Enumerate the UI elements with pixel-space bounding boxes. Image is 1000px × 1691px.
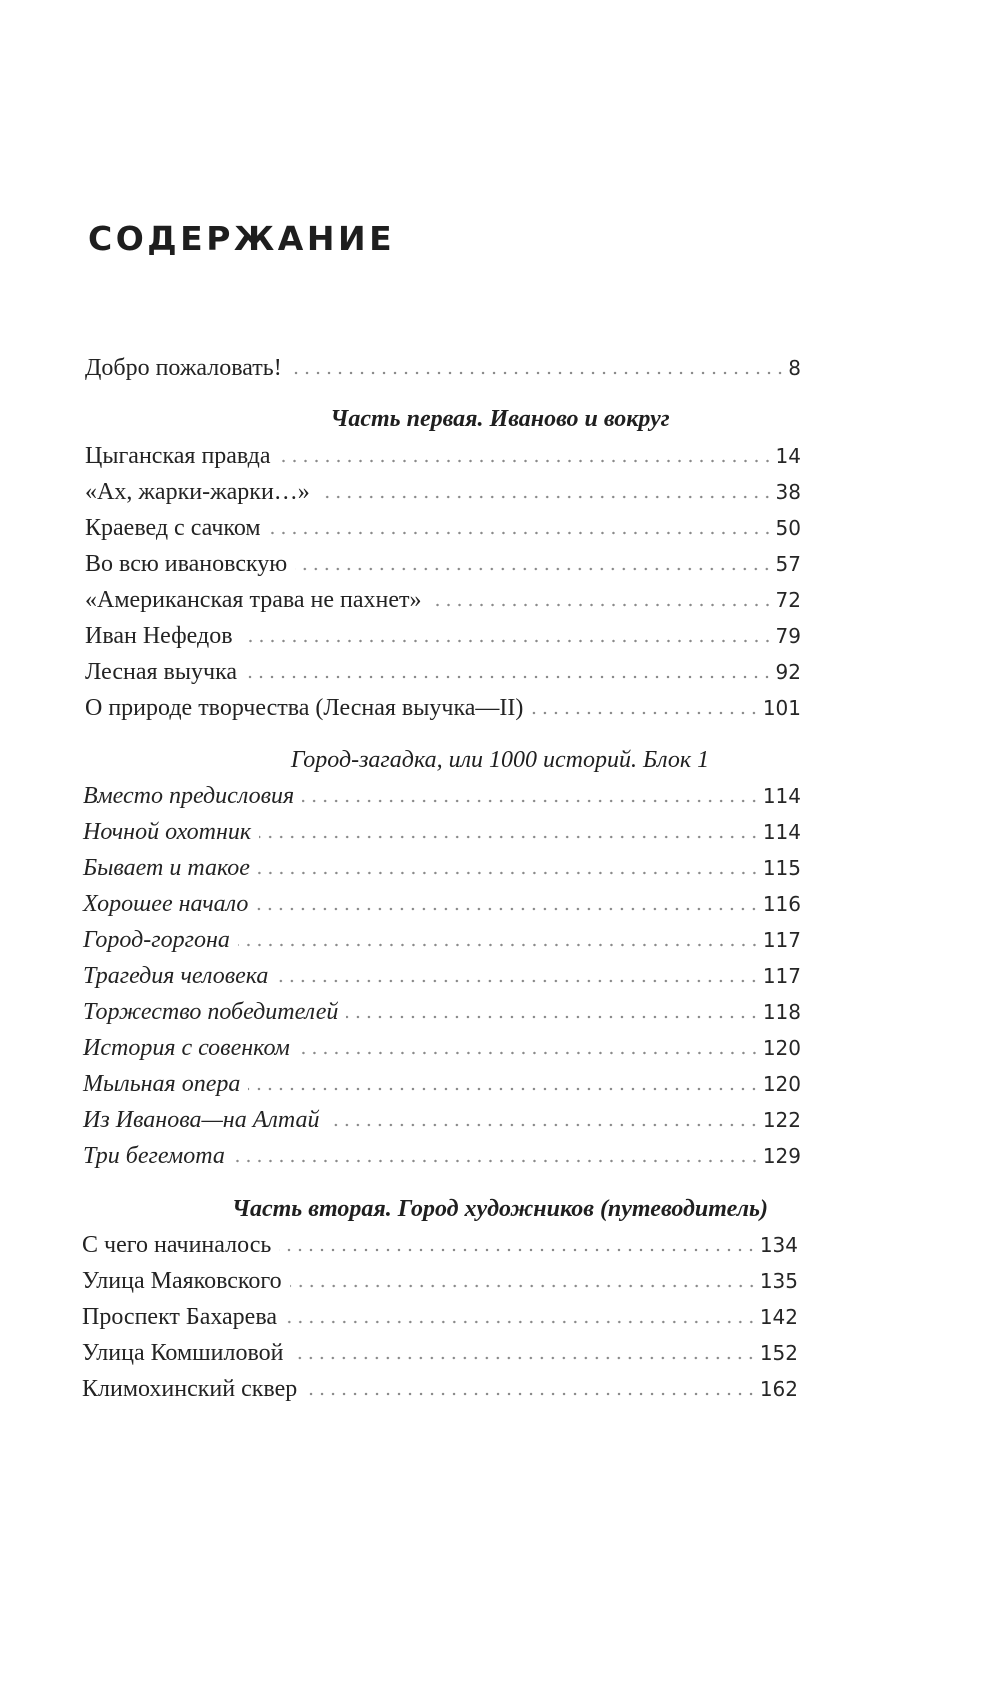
- toc-entry[interactable]: [82, 1229, 798, 1261]
- entry-title: Климохинский сквер: [82, 1376, 298, 1402]
- toc-entry-intro[interactable]: [85, 352, 801, 384]
- entry-title: Краевед с сачком: [85, 515, 261, 541]
- toc-entry[interactable]: [83, 1104, 801, 1136]
- entry-title: Трагедия человека: [83, 963, 269, 989]
- leader-dots: [531, 708, 759, 718]
- entry-title: Проспект Бахарева: [82, 1304, 277, 1330]
- leader-dots: [285, 1317, 757, 1327]
- leader-dots: [279, 1245, 757, 1255]
- leader-dots: [290, 1281, 757, 1291]
- entry-title: О природе творчества (Лесная выучка—II): [85, 695, 524, 721]
- page-number: 134: [759, 1233, 798, 1257]
- toc-entry[interactable]: [83, 1068, 801, 1100]
- entry-title: Добро пожаловать!: [85, 355, 282, 381]
- page-number: 117: [762, 928, 801, 952]
- leader-dots: [241, 636, 773, 646]
- leader-dots: [248, 1084, 759, 1094]
- page-number: 79: [775, 624, 801, 648]
- toc-entry[interactable]: [85, 548, 801, 580]
- page-number: 116: [762, 892, 801, 916]
- toc-entry[interactable]: [83, 852, 801, 884]
- leader-dots: [290, 368, 786, 378]
- page-number: 101: [762, 696, 801, 720]
- leader-dots: [318, 492, 773, 502]
- page-number: 38: [775, 480, 801, 504]
- page-number: 115: [762, 856, 801, 880]
- entry-title: Хорошее начало: [83, 891, 249, 917]
- leader-dots: [279, 456, 773, 466]
- leader-dots: [245, 672, 773, 682]
- leader-dots: [276, 976, 759, 986]
- toc-entry[interactable]: [83, 996, 801, 1028]
- toc-entry[interactable]: [82, 1337, 798, 1369]
- toc-entry[interactable]: [83, 1032, 801, 1064]
- entry-title: Торжество победителей: [83, 999, 339, 1025]
- entry-title: Цыганская правда: [85, 443, 271, 469]
- leader-dots: [291, 1353, 756, 1363]
- toc-entry[interactable]: [83, 924, 801, 956]
- entry-title: Бывает и такое: [83, 855, 250, 881]
- entry-title: «Ах, жарки-жарки…»: [85, 479, 310, 505]
- leader-dots: [233, 1156, 760, 1166]
- entry-title: Улица Маяковского: [82, 1268, 282, 1294]
- toc-entry[interactable]: [83, 780, 801, 812]
- leader-dots: [269, 528, 773, 538]
- toc-entry[interactable]: [83, 960, 801, 992]
- toc-entry[interactable]: [85, 656, 801, 688]
- entry-title: История с совенком: [83, 1035, 290, 1061]
- entry-title: С чего начиналось: [82, 1232, 272, 1258]
- page-number: 162: [759, 1377, 798, 1401]
- entry-title: Иван Нефедов: [85, 623, 233, 649]
- page-number: 122: [762, 1108, 801, 1132]
- page-number: 8: [788, 356, 801, 380]
- section-heading-part1: Часть первая. Иваново и вокруг: [330, 406, 670, 432]
- entry-title: Город-горгона: [83, 927, 230, 953]
- page-number: 14: [775, 444, 801, 468]
- toc-entry[interactable]: [83, 816, 801, 848]
- entry-title: «Американская трава не пахнет»: [85, 587, 422, 613]
- page-number: 114: [762, 820, 801, 844]
- toc-entry[interactable]: [85, 692, 801, 724]
- toc-entry[interactable]: [85, 440, 801, 472]
- leader-dots: [305, 1389, 757, 1399]
- entry-title: Мыльная опера: [83, 1071, 241, 1097]
- leader-dots: [346, 1012, 759, 1022]
- entry-title: Ночной охотник: [83, 819, 252, 845]
- toc-entry[interactable]: [83, 1140, 801, 1172]
- toc-entry[interactable]: [82, 1301, 798, 1333]
- entry-title: Улица Комшиловой: [82, 1340, 284, 1366]
- page-number: 114: [762, 784, 801, 808]
- page-number: 120: [762, 1072, 801, 1096]
- toc-entry[interactable]: [83, 888, 801, 920]
- page-number: 117: [762, 964, 801, 988]
- toc-entry[interactable]: [85, 476, 801, 508]
- toc-entry[interactable]: [82, 1373, 798, 1405]
- leader-dots: [256, 904, 759, 914]
- page-number: 118: [762, 1000, 801, 1024]
- page-number: 72: [775, 588, 801, 612]
- toc-entry[interactable]: [85, 512, 801, 544]
- toc-entry[interactable]: [82, 1265, 798, 1297]
- leader-dots: [259, 832, 760, 842]
- page-number: 152: [759, 1341, 798, 1365]
- entry-title: Три бегемота: [83, 1143, 225, 1169]
- leader-dots: [302, 796, 760, 806]
- entry-title: Лесная выучка: [85, 659, 238, 685]
- page-number: 129: [762, 1144, 801, 1168]
- leader-dots: [238, 940, 760, 950]
- leader-dots: [258, 868, 760, 878]
- page-number: 135: [759, 1269, 798, 1293]
- entry-title: Вместо предисловия: [83, 783, 295, 809]
- section-heading-block1: Город-загадка, или 1000 историй. Блок 1: [290, 747, 710, 773]
- page-title: СОДЕРЖАНИЕ: [88, 219, 396, 258]
- page-number: 50: [775, 516, 801, 540]
- page-number: 142: [759, 1305, 798, 1329]
- page-number: 92: [775, 660, 801, 684]
- page-number: 120: [762, 1036, 801, 1060]
- leader-dots: [430, 600, 773, 610]
- toc-entry[interactable]: [85, 620, 801, 652]
- leader-dots: [327, 1120, 759, 1130]
- section-heading-part2: Часть вторая. Город художников (путеводитель): [232, 1196, 768, 1222]
- page-number: 57: [775, 552, 801, 576]
- leader-dots: [295, 564, 772, 574]
- entry-title: Во всю ивановскую: [85, 551, 288, 577]
- entry-title: Из Иванова—на Алтай: [83, 1107, 320, 1133]
- toc-entry[interactable]: [85, 584, 801, 616]
- leader-dots: [298, 1048, 760, 1058]
